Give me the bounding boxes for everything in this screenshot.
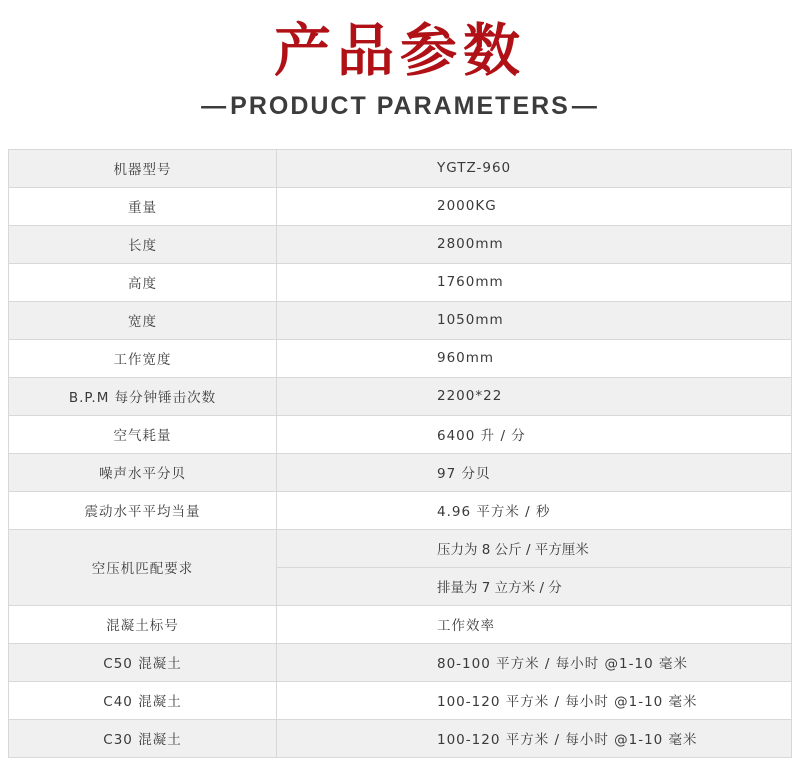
row-value: 工作效率	[277, 605, 792, 643]
row-value: 1760mm	[277, 263, 792, 301]
table-row	[9, 415, 791, 453]
row-value: 960mm	[277, 339, 792, 377]
table-row	[9, 150, 791, 188]
parameters-table-wrapper	[8, 149, 792, 758]
row-label: 宽度	[9, 301, 277, 339]
row-value: 2200*22	[277, 377, 792, 415]
row-value: 97 分贝	[277, 453, 792, 491]
table-row	[9, 605, 791, 643]
row-value: 压力为 8 公斤 / 平方厘米	[277, 530, 791, 568]
page-title-en	[0, 92, 800, 121]
title-dash-right: —	[571, 91, 599, 120]
title-dash-left: —	[201, 91, 229, 120]
row-label: 工作宽度	[9, 339, 277, 377]
compressor-values-table	[277, 530, 791, 605]
row-label: C40 混凝土	[9, 681, 277, 719]
row-label: 空气耗量	[9, 415, 277, 453]
table-row	[9, 339, 791, 377]
table-row-compressor	[9, 529, 791, 605]
row-label: 高度	[9, 263, 277, 301]
row-label: 混凝土标号	[9, 605, 277, 643]
table-row	[9, 263, 791, 301]
row-label: 噪声水平分贝	[9, 453, 277, 491]
row-label: B.P.M 每分钟锤击次数	[9, 377, 277, 415]
table-row	[9, 681, 791, 719]
parameters-table	[9, 150, 791, 758]
table-row	[277, 567, 791, 605]
table-row	[9, 377, 791, 415]
table-row	[9, 453, 791, 491]
row-value: 2800mm	[277, 225, 792, 263]
table-row	[9, 225, 791, 263]
row-value: 4.96 平方米 / 秒	[277, 491, 792, 529]
row-value: 80-100 平方米 / 每小时 @1-10 毫米	[277, 643, 792, 681]
row-value: 100-120 平方米 / 每小时 @1-10 毫米	[277, 681, 792, 719]
compressor-values-cell	[277, 529, 792, 605]
row-value: YGTZ-960	[277, 150, 792, 188]
row-label: 震动水平平均当量	[9, 491, 277, 529]
table-row	[9, 491, 791, 529]
table-row	[9, 643, 791, 681]
row-label: 空压机匹配要求	[9, 529, 277, 605]
row-label: 重量	[9, 187, 277, 225]
table-row	[9, 301, 791, 339]
table-row	[277, 530, 791, 568]
page-title-cn: 产品参数	[274, 20, 526, 83]
row-label: C30 混凝土	[9, 719, 277, 757]
row-value: 2000KG	[277, 187, 792, 225]
row-label: 长度	[9, 225, 277, 263]
row-value: 6400 升 / 分	[277, 415, 792, 453]
row-value: 100-120 平方米 / 每小时 @1-10 毫米	[277, 719, 792, 757]
page-header	[0, 0, 800, 121]
table-row	[9, 187, 791, 225]
row-label: 机器型号	[9, 150, 277, 188]
row-value: 排量为 7 立方米 / 分	[437, 580, 562, 597]
table-row	[9, 719, 791, 757]
row-label: C50 混凝土	[9, 643, 277, 681]
page-title-en-text: PRODUCT PARAMETERS	[230, 91, 570, 120]
row-value: 1050mm	[277, 301, 792, 339]
